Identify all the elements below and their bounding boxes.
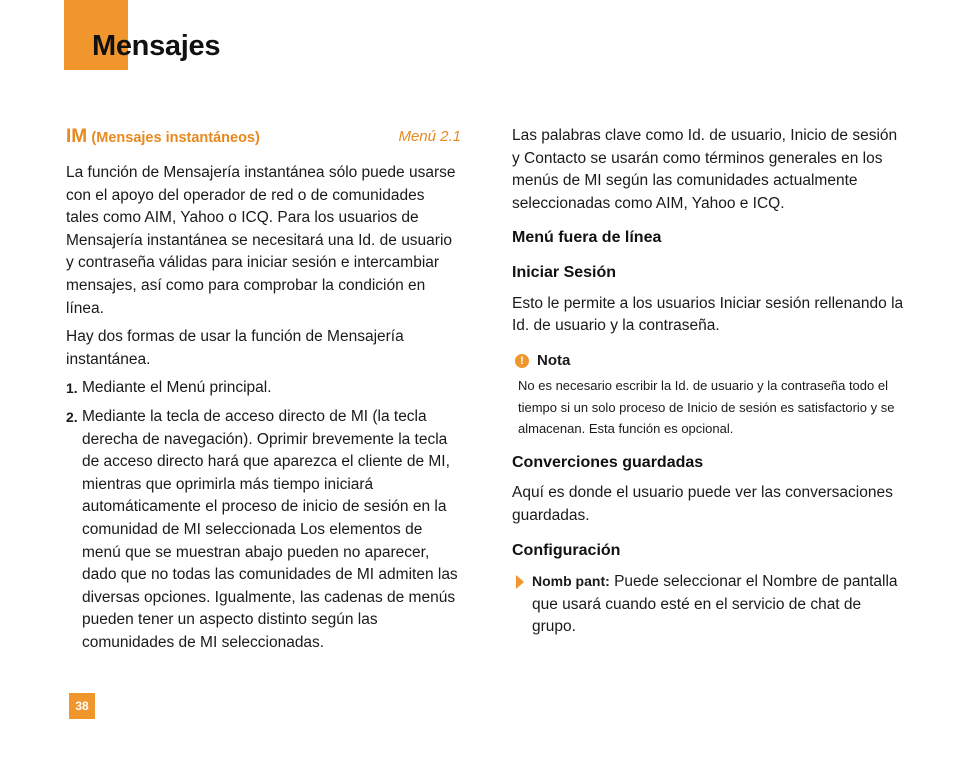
saved-conversations-paragraph: Aquí es donde el usuario puede ver las conversaciones guardadas.: [512, 484, 893, 525]
left-column: [66, 125, 461, 660]
configuration-heading: Configuración: [512, 541, 621, 559]
config-bullet-label: Nomb pant:: [532, 573, 610, 590]
paragraph: Hay dos formas de usar la función de Mensajería instantánea.: [66, 328, 404, 368]
page-title: Mensajes: [92, 30, 221, 62]
note-text: No es necesario escribir la Id. de usuario y la contraseña todo el tiempo si un solo proceso de Inicio de sesión es satisfactorio y se almacenan. Esta función es opcional.: [518, 378, 895, 437]
menu-reference: Menú 2.1: [398, 128, 461, 145]
list-number: 2.: [66, 408, 78, 425]
list-number: 1.: [66, 380, 78, 397]
config-bullet-text: Puede seleccionar el Nombre de pantalla que usará cuando esté en el servicio de chat de grupo.: [532, 573, 898, 636]
list-item: [66, 377, 461, 400]
config-bullet-content: [532, 570, 908, 639]
paragraph: La función de Mensajería instantánea sólo puede usarse con el apoyo del operador de red o de comunidades tales como AIM, Yahoo o ICQ. Para los usuarios de Mensajería instantánea se necesitará una Id. de usuario y contraseña válidas para iniciar sesión e intercambiar mensajes, así como para comprobar la condición en línea.: [66, 164, 456, 317]
note-label: Nota: [537, 351, 571, 369]
login-heading: Iniciar Sesión: [512, 263, 617, 281]
offline-menu-heading: Menú fuera de línea: [512, 229, 662, 247]
saved-conversations-heading: Converciones guardadas: [512, 453, 704, 471]
login-paragraph: Esto le permite a los usuarios Iniciar sesión rellenando la Id. de usuario y la contraseña.: [512, 294, 904, 335]
section-title: IM: [66, 126, 88, 147]
list-text: Mediante la tecla de acceso directo de MI (la tecla derecha de navegación). Oprimir brevemente la tecla de acceso directo hará que aparezca el cliente de MI, mientras que oprimirla más tiempo iniciará automáticamente el proceso de inicio de sesión en la comunidad de MI seleccionada Los elementos de menú que se muestran abajo pueden no aparecer, dado que no todas las comunidades de MI admiten las diversas opciones. Igualmente, las cadenas de menús pueden tener un aspecto distinto según las comunidades de MI seleccionadas.: [82, 407, 458, 651]
triangle-right-icon: [516, 575, 524, 589]
config-bullet-item: [512, 570, 908, 639]
exclamation-circle-icon: !: [515, 354, 529, 368]
page-number: 38: [69, 693, 95, 719]
intro-paragraph: Las palabras clave como Id. de usuario, Inicio de sesión y Contacto se usarán como términos generales en los menús de MI según las comunidades actualmente seleccionadas como AIM, Yahoo e ICQ.: [512, 127, 898, 212]
list-text: Mediante el Menú principal.: [82, 379, 272, 397]
note-heading: [512, 350, 908, 373]
list-item: [66, 406, 461, 655]
section-subtitle: (Mensajes instantáneos): [91, 130, 260, 146]
right-column: [512, 125, 908, 639]
section-heading: [66, 125, 461, 150]
